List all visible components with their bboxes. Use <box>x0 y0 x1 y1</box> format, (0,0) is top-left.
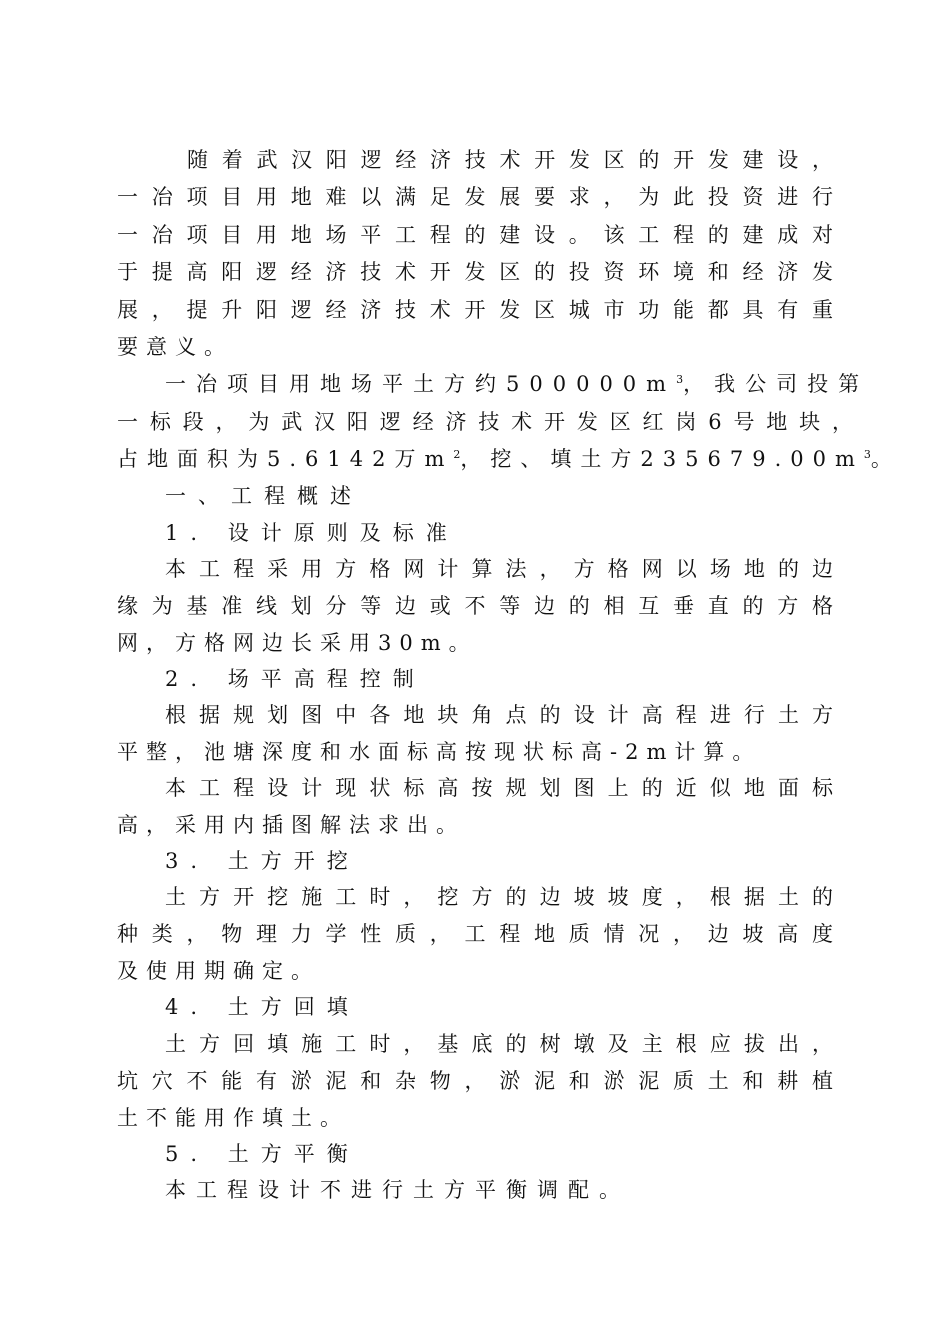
paragraph-grid-line-3: 网，方格网边长采用30m。 <box>117 631 478 655</box>
paragraph-backfill-line-3: 土不能用作填土。 <box>117 1106 349 1130</box>
superscript-square: 2 <box>453 448 461 461</box>
subsection-heading-3: 3. 土方开挖 <box>165 849 360 873</box>
paragraph-intro-line-4: 于提高阳逻经济技术开发区的投资环境和经济发 <box>117 260 833 284</box>
subsection-heading-4: 4. 土方回填 <box>165 995 360 1019</box>
paragraph-survey-line-2: 高，采用内插图解法求出。 <box>117 813 465 837</box>
paragraph-backfill-line-2: 坑穴不能有淤泥和杂物，淤泥和淤泥质土和耕植 <box>117 1069 833 1093</box>
superscript-cubic: 3 <box>676 373 684 386</box>
paragraph-intro-line-2: 一冶项目用地难以满足发展要求，为此投资进行 <box>117 185 833 209</box>
period-text: 。 <box>870 447 901 471</box>
scope-text-b: ，我公司投第 <box>683 372 870 396</box>
paragraph-intro-line-6: 要意义。 <box>117 335 233 359</box>
scope-text-a: 一冶项目用地场平土方约500000m <box>165 372 677 396</box>
volume-text: ，挖、填土方235679.00m <box>460 447 864 471</box>
paragraph-elevation-line-2: 平整，池塘深度和水面标高按现状标高-2m计算。 <box>117 740 762 764</box>
paragraph-intro-line-5: 展，提升阳逻经济技术开发区城市功能都具有重 <box>117 298 833 322</box>
subsection-heading-5: 5. 土方平衡 <box>165 1142 360 1166</box>
paragraph-scope-line-1 <box>165 369 870 399</box>
paragraph-grid-line-2: 缘为基准线划分等边或不等边的相互垂直的方格 <box>117 594 833 618</box>
paragraph-intro-line-1: 随着武汉阳逻经济技术开发区的开发建设， <box>187 148 833 172</box>
paragraph-excavation-line-1: 土方开挖施工时，挖方的边坡坡度，根据土的 <box>165 885 833 909</box>
paragraph-scope-line-2: 一标段，为武汉阳逻经济技术开发区红岗6号地块， <box>117 410 853 434</box>
paragraph-intro-line-3: 一冶项目用地场平工程的建设。该工程的建成对 <box>117 223 833 247</box>
subsection-heading-2: 2. 场平高程控制 <box>165 667 426 691</box>
paragraph-balance-line-1: 本工程设计不进行土方平衡调配。 <box>165 1178 630 1202</box>
paragraph-elevation-line-1: 根据规划图中各地块角点的设计高程进行土方 <box>165 703 833 727</box>
subsection-heading-1: 1. 设计原则及标准 <box>165 521 459 545</box>
paragraph-excavation-line-2: 种类，物理力学性质，工程地质情况，边坡高度 <box>117 922 833 946</box>
superscript-cubic-2: 3 <box>863 448 871 461</box>
paragraph-backfill-line-1: 土方回填施工时，基底的树墩及主根应拔出， <box>165 1032 833 1056</box>
section-heading-overview: 一、工程概述 <box>165 484 363 508</box>
paragraph-grid-line-1: 本工程采用方格网计算法，方格网以场地的边 <box>165 557 833 581</box>
paragraph-survey-line-1: 本工程设计现状标高按规划图上的近似地面标 <box>165 776 833 800</box>
paragraph-excavation-line-3: 及使用期确定。 <box>117 959 320 983</box>
area-text: 占地面积为5.6142万m <box>117 447 454 471</box>
paragraph-scope-line-3 <box>117 444 901 474</box>
